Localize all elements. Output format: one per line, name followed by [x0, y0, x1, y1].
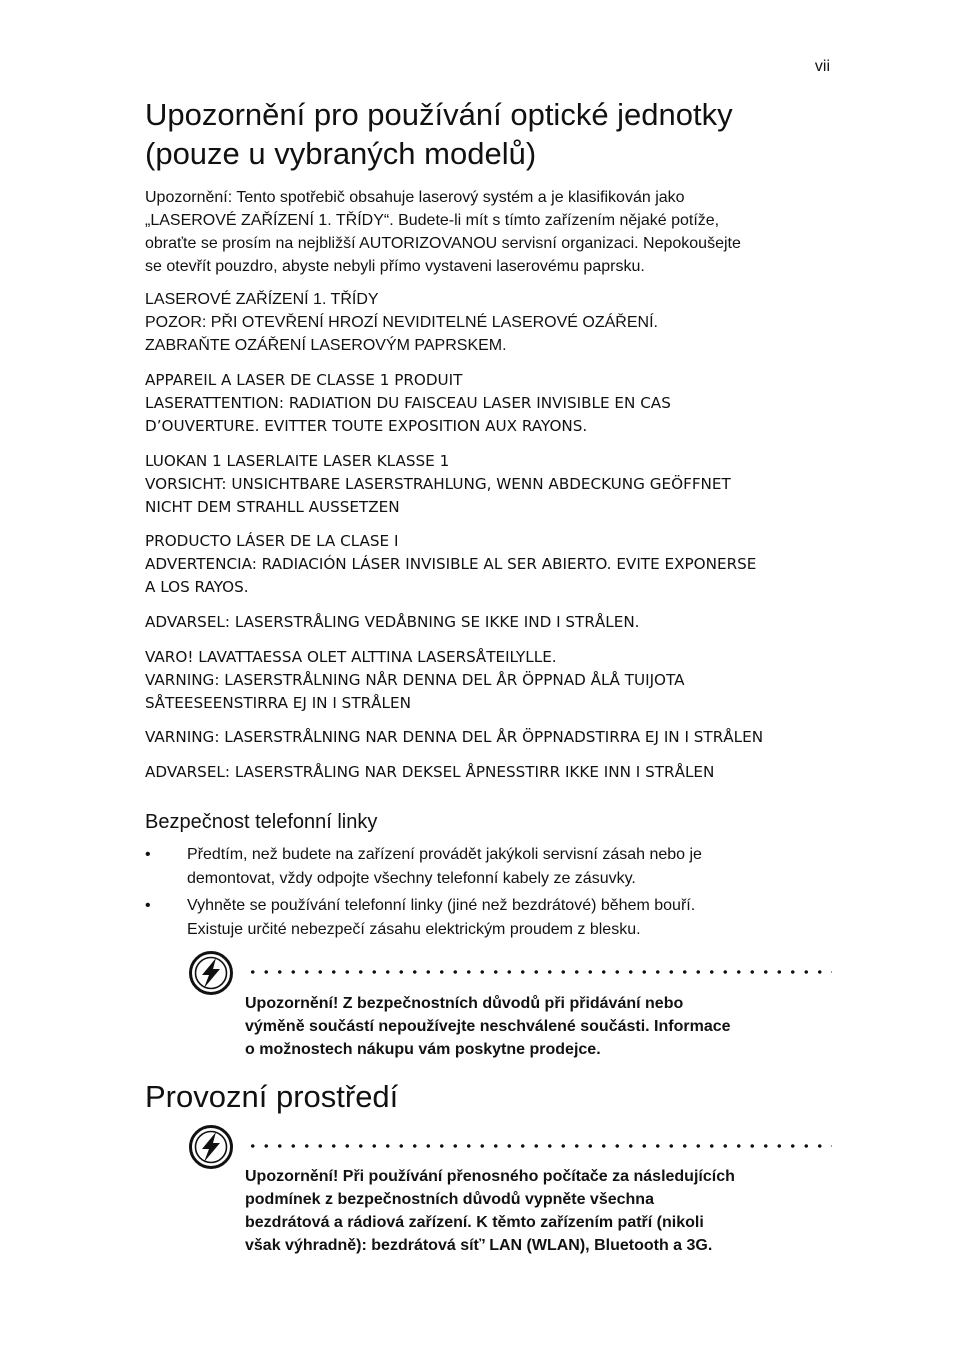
- text-line: LASEROVÉ ZAŘÍZENÍ 1. TŘÍDY: [145, 291, 379, 308]
- bullet-icon: •: [145, 897, 151, 914]
- text-line: výměně součástí nepoužívejte neschválené součásti. Informace: [245, 1018, 731, 1035]
- list-item-text: [187, 894, 827, 942]
- text-line: Upozornění! Při používání přenosného počítače za následujících: [245, 1168, 735, 1185]
- text-line: Vyhněte se používání telefonní linky (jiné než bezdrátové) během bouří.: [187, 897, 696, 914]
- text-line: však výhradně): bezdrátová síť’ LAN (WLAN), Bluetooth a 3G.: [245, 1237, 713, 1254]
- norwegian-laser-label: [145, 761, 835, 784]
- text-line: PRODUCTO LÁSER DE LA CLASE I: [145, 532, 399, 550]
- text-line: D’OUVERTURE. EVITTER TOUTE EXPOSITION AUX RAYONS.: [145, 417, 588, 435]
- text-line: Existuje určité nebezpečí zásahu elektrickým proudem z blesku.: [187, 921, 641, 938]
- czech-laser-label: [145, 288, 835, 357]
- text-line: Upozornění: Tento spotřebič obsahuje laserový systém a je klasifikován jako: [145, 189, 685, 206]
- text-line: ADVERTENCIA: RADIACIÓN LÁSER INVISIBLE AL SER ABIERTO. EVITE EXPONERSE: [145, 555, 757, 573]
- title-line: (pouze u vybraných modelů): [145, 136, 537, 171]
- text-line: LUOKAN 1 LASERLAITE LASER KLASSE 1: [145, 452, 450, 470]
- section-title-optical-drive: [145, 95, 733, 173]
- spanish-laser-label: [145, 530, 835, 599]
- text-line: demontovat, vždy odpojte všechny telefonní kabely ze zásuvky.: [187, 870, 636, 887]
- page-number: vii: [814, 58, 830, 75]
- text-line: ADVARSEL: LASERSTRÅLING VEDÅBNING SE IKKE IND I STRÅLEN.: [145, 613, 640, 631]
- section-title-environment: Provozní prostředí: [145, 1079, 399, 1114]
- lightning-warning-icon: [188, 950, 234, 996]
- text-line: APPAREIL A LASER DE CLASSE 1 PRODUIT: [145, 371, 463, 389]
- text-line: A LOS RAYOS.: [145, 578, 249, 596]
- lightning-warning-icon: [188, 1124, 234, 1170]
- divider: [246, 1144, 832, 1148]
- bullet-icon: •: [145, 846, 151, 863]
- text-line: VARNING: LASERSTRÅLNING NAR DENNA DEL ÅR ÖPPNADSTIRRA EJ IN I STRÅLEN: [145, 728, 764, 746]
- text-line: Předtím, než budete na zařízení provádět jakýkoli servisní zásah nebo je: [187, 846, 702, 863]
- danish-laser-label: [145, 611, 835, 634]
- text-line: VORSICHT: UNSICHTBARE LASERSTRAHLUNG, WENN ABDECKUNG GEÖFFNET: [145, 475, 731, 493]
- title-line: Upozornění pro používání optické jednotky: [145, 97, 733, 132]
- text-line: ZABRAŇTE OZÁŘENÍ LASEROVÝM PAPRSKEM.: [145, 337, 507, 354]
- text-line: obraťte se prosím na nejbližší AUTORIZOVANOU servisní organizaci. Nepokoušejte: [145, 235, 741, 252]
- text-line: Upozornění! Z bezpečnostních důvodů při přidávání nebo: [245, 995, 684, 1012]
- intro-paragraph: [145, 186, 835, 278]
- text-line: POZOR: PŘI OTEVŘENÍ HROZÍ NEVIDITELNÉ LASEROVÉ OZÁŘENÍ.: [145, 314, 658, 331]
- warning-note: [245, 992, 835, 1061]
- text-line: VARO! LAVATTAESSA OLET ALTTINA LASERSÅTEILYLLE.: [145, 648, 557, 666]
- text-line: ADVARSEL: LASERSTRÅLING NAR DEKSEL ÅPNESSTIRR IKKE INN I STRÅLEN: [145, 763, 715, 781]
- text-line: LASERATTENTION: RADIATION DU FAISCEAU LASER INVISIBLE EN CAS: [145, 394, 671, 412]
- text-line: se otevřít pouzdro, abyste nebyli přímo vystaveni laserovému paprsku.: [145, 258, 645, 275]
- list-item-text: [187, 843, 827, 891]
- phone-safety-heading: Bezpečnost telefonní linky: [145, 811, 378, 833]
- finnish-swedish-laser-label: [145, 646, 835, 715]
- list-item: [145, 843, 835, 891]
- french-laser-label: [145, 369, 835, 438]
- text-line: SÅTEESEENSTIRRA EJ IN I STRÅLEN: [145, 694, 411, 712]
- warning-note: [245, 1165, 835, 1257]
- divider: [246, 970, 832, 974]
- text-line: VARNING: LASERSTRÅLNING NÅR DENNA DEL ÅR ÖPPNAD ÅLÅ TUIJOTA: [145, 671, 685, 689]
- text-line: o možnostech nákupu vám poskytne prodejce.: [245, 1041, 601, 1058]
- text-line: bezdrátová a rádiová zařízení. K těmto zařízením patří (nikoli: [245, 1214, 704, 1231]
- german-laser-label: [145, 450, 835, 519]
- text-line: NICHT DEM STRAHLL AUSSETZEN: [145, 498, 400, 516]
- text-line: podmínek z bezpečnostních důvodů vypněte všechna: [245, 1191, 654, 1208]
- swedish-laser-label: [145, 726, 835, 749]
- text-line: „LASEROVÉ ZAŘÍZENÍ 1. TŘÍDY“. Budete-li mít s tímto zařízením nějaké potíže,: [145, 212, 720, 229]
- list-item: [145, 894, 835, 942]
